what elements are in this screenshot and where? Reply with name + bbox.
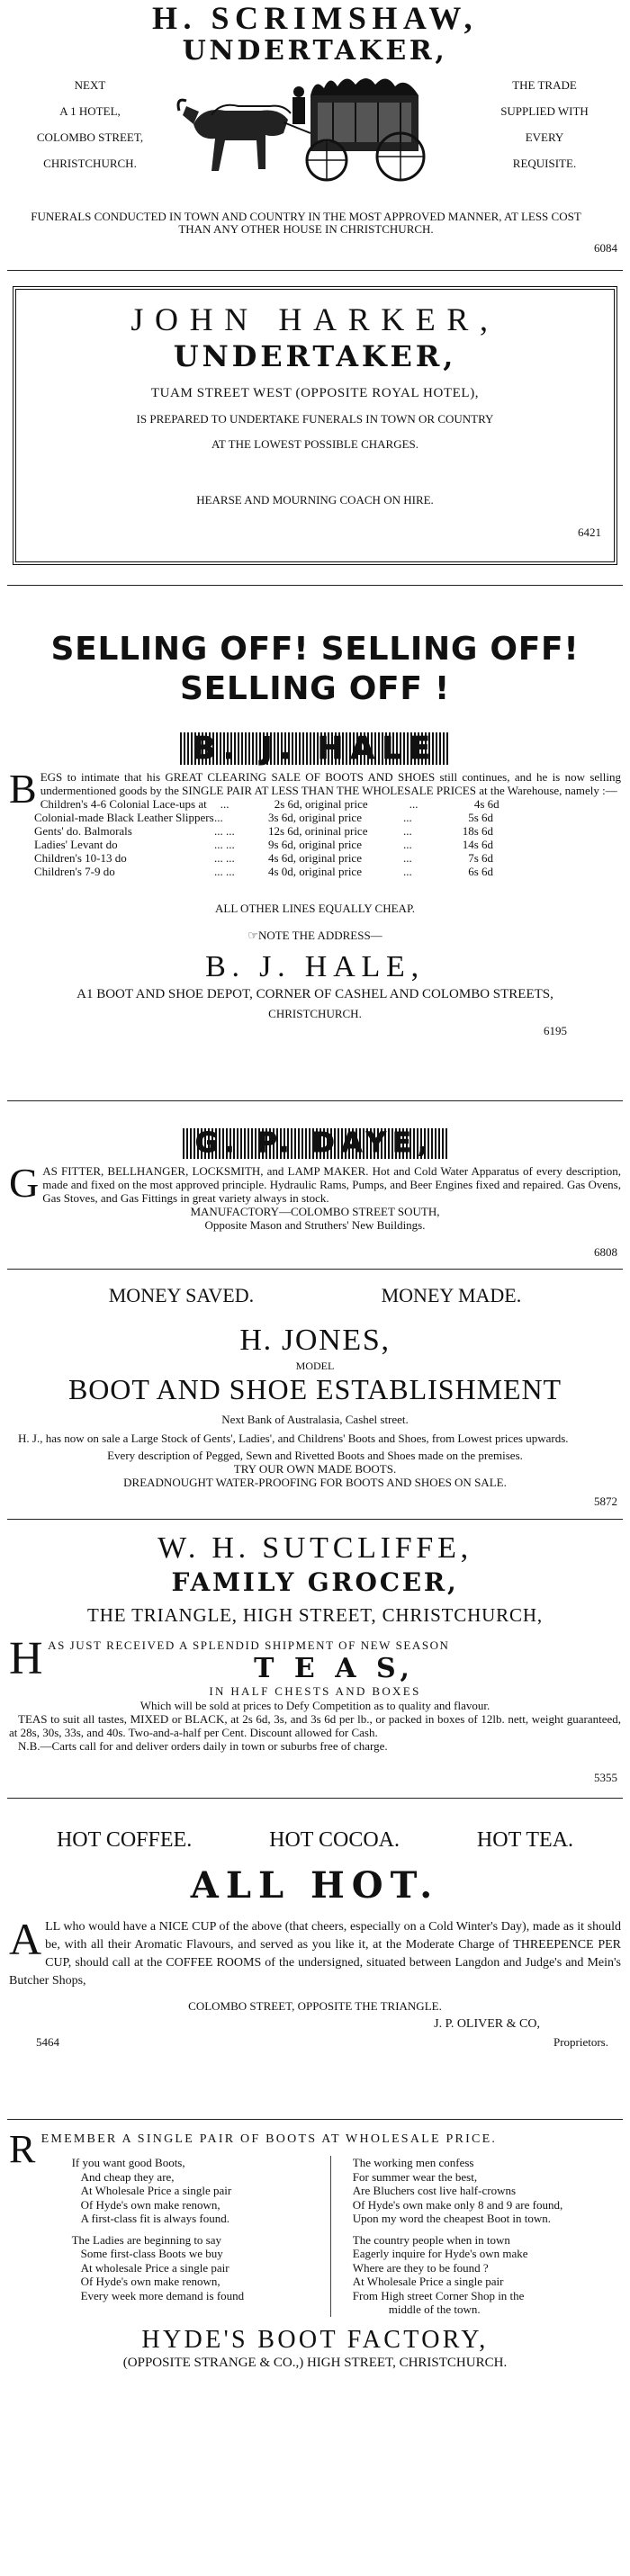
price-dots: ... ... — [214, 824, 235, 838]
price-dots: ... — [403, 811, 412, 824]
verse-line: And cheap they are, — [80, 2169, 175, 2184]
oliver-headline: ALL HOT. — [190, 1864, 440, 1907]
price-item: Gents' do. Balmorals — [34, 824, 132, 838]
price-dots: ... — [403, 865, 412, 878]
hale-advertisement — [9, 630, 621, 1044]
price-dots: ... — [403, 838, 412, 851]
sutcliffe-trade: FAMILY GROCER, — [171, 1567, 459, 1597]
oliver-ad-number: 5464 — [36, 2035, 59, 2049]
divider — [7, 585, 623, 586]
price-item: Children's 7-9 do — [34, 865, 115, 878]
price-original: 14s 6d — [462, 838, 493, 851]
verse-line: middle of the town. — [388, 2302, 481, 2316]
sutcliffe-address: THE TRIANGLE, HIGH STREET, CHRISTCHURCH, — [87, 1604, 543, 1626]
hearse-carriage-illustration — [176, 70, 454, 187]
verse-line: Some first-class Boots we buy — [80, 2247, 223, 2260]
verse-line: Of Hyde's own make renown, — [80, 2275, 220, 2288]
price-sale: 2s 6d, original price — [274, 797, 368, 811]
hale-headline1: SELLING OFF! SELLING OFF! — [50, 631, 580, 668]
verse-line: The Ladies are beginning to say — [71, 2232, 222, 2247]
price-original: 6s 6d — [468, 865, 493, 878]
jones-slogan — [9, 1282, 621, 1309]
scrimshaw-left-column — [9, 72, 171, 176]
oliver-drop-cap: A — [9, 1914, 42, 1964]
harker-line2: AT THE LOWEST POSSIBLE CHARGES. — [211, 437, 419, 451]
hyde-drop-cap: R — [9, 2127, 38, 2171]
verse-line — [72, 2226, 330, 2233]
price-dots: ... — [409, 797, 418, 811]
harker-ad-number: 6421 — [578, 525, 601, 539]
verse-line: Of Hyde's own make only 8 and 9 are found, — [352, 2197, 563, 2212]
divider — [7, 1269, 623, 1270]
sutcliffe-p2: TEAS to suit all tastes, MIXED or BLACK, at 2s 6d, 3s, and 3s 6d per lb., or packed in boxes of 12lb. nett, weight guaranteed, at 28s, 30s, 33s, and 40s. Two-and-a-half per Cent. Discount allowed for Cash. — [9, 1712, 621, 1739]
verse-line: Where are they to be found ? — [352, 2260, 489, 2275]
harker-hire: HEARSE AND MOURNING COACH ON HIRE. — [196, 493, 434, 507]
hale-depot: A1 BOOT AND SHOE DEPOT, CORNER OF CASHEL AND COLOMBO STREETS, — [76, 987, 554, 1001]
scrimshaw-trade: UNDERTAKER, — [182, 35, 448, 67]
hale-note: ☞NOTE THE ADDRESS— — [248, 929, 382, 942]
sutcliffe-p1: Which will be sold at prices to Defy Competition as to quality and flavour. — [140, 1699, 490, 1712]
harker-trade: UNDERTAKER, — [173, 339, 457, 373]
jones-slogan-left: MONEY SAVED. — [108, 1284, 255, 1306]
daye-name: G. P. DAYE, — [183, 1128, 447, 1159]
sutcliffe-drop-cap: H — [9, 1633, 45, 1684]
hale-name-banner — [9, 732, 621, 765]
hale-name2: B. J. HALE, — [205, 950, 425, 983]
scrimshaw-left-line: COLOMBO STREET, — [36, 130, 144, 144]
harker-name: JOHN HARKER, — [130, 301, 500, 337]
daye-name-banner — [9, 1128, 621, 1159]
price-dots: ... — [403, 824, 412, 838]
price-row — [34, 838, 621, 851]
price-row — [34, 824, 621, 838]
scrimshaw-footer: FUNERALS CONDUCTED IN TOWN AND COUNTRY IN THE MOST APPROVED MANNER, AT LESS COST THAN ANY OTHER HOUSE IN CHRISTCHURCH. — [31, 210, 581, 236]
hale-city: CHRISTCHURCH. — [268, 1007, 362, 1020]
verse-line: From High street Corner Shop in the — [352, 2288, 525, 2302]
verse-line: At Wholesale Price a single pair — [80, 2184, 232, 2197]
price-row — [34, 811, 621, 824]
scrimshaw-right-line: EVERY — [525, 130, 564, 144]
verse-line: At Wholesale Price a single pair — [352, 2275, 504, 2288]
sutcliffe-ad-number: 5355 — [594, 1771, 617, 1784]
hale-headline2: SELLING OFF ! — [179, 670, 451, 707]
price-item: Children's 10-13 do — [34, 851, 127, 865]
verse-line — [353, 2226, 621, 2233]
scrimshaw-right-line: SUPPLIED WITH — [500, 104, 589, 118]
divider — [7, 1100, 623, 1101]
scrimshaw-left-line: NEXT — [74, 78, 106, 92]
price-sale: 9s 6d, original price — [268, 838, 362, 851]
hyde-intro-text: EMEMBER A SINGLE PAIR OF BOOTS AT WHOLESALE PRICE. — [40, 2132, 498, 2146]
jones-title: BOOT AND SHOE ESTABLISHMENT — [68, 1373, 562, 1405]
verse-line: Upon my word the cheapest Boot in town. — [352, 2212, 552, 2225]
divider — [7, 270, 623, 271]
scrimshaw-left-line: A 1 HOTEL, — [59, 104, 121, 118]
hyde-title: HYDE'S BOOT FACTORY, — [141, 2325, 489, 2354]
verse-line: Are Bluchers cost live half-crowns — [352, 2184, 517, 2197]
scrimshaw-right-line: REQUISITE. — [512, 157, 577, 170]
jones-advertisement — [9, 1282, 621, 1512]
oliver-drink-tea: HOT TEA. — [476, 1828, 574, 1852]
daye-drop-cap: G — [9, 1160, 40, 1206]
verse-line: A first-class fit is always found. — [80, 2212, 230, 2225]
oliver-drink-coffee: HOT COFFEE. — [56, 1828, 193, 1852]
verse-line: If you want good Boots, — [71, 2156, 185, 2169]
hyde-left-verse — [41, 2156, 331, 2317]
jones-ad-number: 5872 — [594, 1494, 617, 1508]
sutcliffe-teas: T E A S, — [254, 1653, 415, 1684]
price-sale: 4s 6d, original price — [268, 851, 362, 865]
oliver-footer — [9, 2033, 621, 2051]
sutcliffe-chests: IN HALF CHESTS AND BOXES — [209, 1684, 421, 1698]
price-dots: ... — [214, 811, 223, 824]
price-item: Ladies' Levant do — [34, 838, 118, 851]
price-original: 7s 6d — [468, 851, 493, 865]
hale-other-lines: ALL OTHER LINES EQUALLY CHEAP. — [215, 902, 415, 915]
jones-p1: H. J., has now on sale a Large Stock of Gents', Ladies', and Childrens' Boots and Shoes, from Lowest prices upwards. — [18, 1432, 569, 1445]
oliver-intro-text: LL who would have a NICE CUP of the above (that cheers, especially on a Cold Winter's Day), made as it should be, with all their Aromatic Flavours, and served as you like it, at the Moderate Charge of THREEPENCE PER CUP, should call at the COFFEE ROOMS of the undersigned, situated between Langdon and Judge's and Mein's Butcher Shops, — [9, 1920, 621, 1988]
daye-factory: MANUFACTORY—COLOMBO STREET SOUTH, — [190, 1205, 440, 1218]
harker-advertisement — [13, 286, 617, 565]
hale-drop-cap: B — [9, 766, 37, 812]
price-dots: ... ... — [214, 851, 235, 865]
price-sale: 4s 0d, original price — [268, 865, 362, 878]
price-sale: 12s 6d, orininal price — [268, 824, 368, 838]
oliver-drink-cocoa: HOT COCOA. — [269, 1828, 400, 1852]
price-sale: 3s 6d, original price — [268, 811, 362, 824]
verse-line: Eagerly inquire for Hyde's own make — [352, 2247, 528, 2260]
hale-price-list — [34, 797, 621, 878]
hale-ad-number: 6195 — [544, 1024, 567, 1037]
divider — [7, 1519, 623, 1520]
verse-line: Of Hyde's own make renown, — [80, 2197, 220, 2212]
daye-intro — [9, 1160, 621, 1206]
sutcliffe-p3: N.B.—Carts call for and deliver orders daily in town or suburbs free of charge. — [18, 1739, 388, 1753]
price-item: Colonial-made Black Leather Slippers — [34, 811, 214, 824]
hyde-verses — [41, 2156, 621, 2317]
price-row — [40, 797, 621, 811]
oliver-role: Proprietors. — [553, 2035, 608, 2049]
price-dots: ... ... — [214, 865, 235, 878]
daye-ad-number: 6808 — [594, 1245, 617, 1259]
price-original: 4s 6d — [473, 797, 500, 811]
oliver-intro — [9, 1914, 621, 1990]
sutcliffe-intro-text: AS JUST RECEIVED A SPLENDID SHIPMENT OF NEW SEASON — [48, 1638, 450, 1652]
verse-line: At wholesale Price a single pair — [80, 2260, 230, 2275]
price-item: Children's 4-6 Colonial Lace-ups at — [40, 797, 207, 811]
hale-name: B. J. HALE — [180, 732, 451, 765]
oliver-drinks — [9, 1827, 621, 1853]
harker-line1: IS PREPARED TO UNDERTAKE FUNERALS IN TOWN OR COUNTRY — [136, 412, 494, 426]
hyde-address: (OPPOSITE STRANGE & CO.,) HIGH STREET, CHRISTCHURCH. — [122, 2355, 508, 2370]
sutcliffe-advertisement — [9, 1530, 621, 1786]
price-dots: ... — [403, 851, 412, 865]
jones-model: MODEL — [295, 1360, 335, 1372]
hale-intro-text: EGS to intimate that his GREAT CLEARING SALE OF BOOTS AND SHOES still continues, and he is now selling undermentioned goods by the SINGLE PAIR AT LESS THAN THE WHOLESALE PRICES at the Warehouse, namely :— — [40, 770, 621, 797]
price-original: 5s 6d — [468, 811, 493, 824]
price-row — [34, 865, 621, 878]
scrimshaw-name: H. SCRIMSHAW, — [152, 0, 478, 36]
daye-intro-text: AS FITTER, BELLHANGER, LOCKSMITH, and LAMP MAKER. Hot and Cold Water Apparatus of every description, made and fixed on the most approved principle. Hydraulic Rams, Pumps, and Beer Engines fixed and repaired. Gas Ovens, Gas Stoves, and Gas Fittings in great variety always in stock. — [42, 1164, 621, 1205]
scrimshaw-right-line: THE TRADE — [512, 78, 577, 92]
harker-address: TUAM STREET WEST (OPPOSITE ROYAL HOTEL), — [150, 386, 480, 400]
scrimshaw-ad-number: 6084 — [594, 241, 617, 255]
oliver-advertisement — [9, 1827, 621, 2114]
divider — [7, 1798, 623, 1799]
scrimshaw-left-line: CHRISTCHURCH. — [43, 157, 137, 170]
jones-p2: Every description of Pegged, Sewn and Rivetted Boots and Shoes made on the premises. — [107, 1449, 523, 1462]
scrimshaw-advertisement — [9, 0, 621, 261]
price-dots: ... ... — [214, 838, 235, 851]
verse-line: Every week more demand is found — [80, 2288, 245, 2302]
scrimshaw-right-column — [468, 72, 621, 176]
jones-p4: DREADNOUGHT WATER-PROOFING FOR BOOTS AND SHOES ON SALE. — [123, 1476, 507, 1489]
jones-address: Next Bank of Australasia, Cashel street. — [221, 1413, 409, 1426]
verse-line: The country people when in town — [352, 2232, 510, 2247]
oliver-signer: J. P. OLIVER & CO, — [434, 2017, 540, 2031]
daye-advertisement — [9, 1125, 621, 1260]
jones-name: H. JONES, — [239, 1324, 391, 1357]
verse-line: For summer wear the best, — [352, 2169, 478, 2184]
jones-slogan-right: MONEY MADE. — [381, 1284, 522, 1306]
hyde-advertisement — [9, 2127, 621, 2576]
divider — [7, 2119, 623, 2120]
price-dots: ... — [220, 797, 230, 811]
hyde-right-verse — [331, 2156, 621, 2317]
price-row — [34, 851, 621, 865]
price-original: 18s 6d — [462, 824, 493, 838]
oliver-street: COLOMBO STREET, OPPOSITE THE TRIANGLE. — [188, 1999, 442, 2013]
verse-line: The working men confess — [352, 2156, 474, 2169]
daye-opposite: Opposite Mason and Struthers' New Buildings. — [204, 1218, 426, 1232]
jones-p3: TRY OUR OWN MADE BOOTS. — [233, 1462, 397, 1476]
sutcliffe-name: W. H. SUTCLIFFE, — [158, 1531, 472, 1565]
